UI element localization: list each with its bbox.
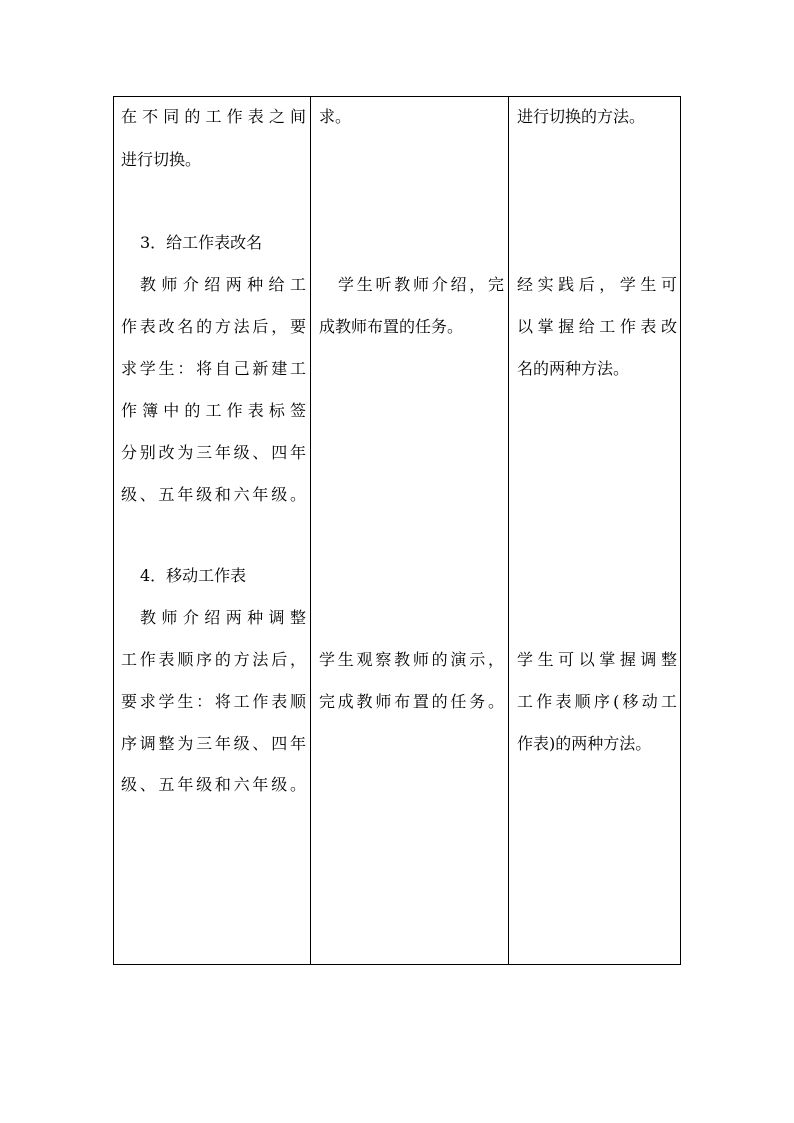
teacher-text-line: 作簿中的工作表标签 xyxy=(121,401,306,420)
student-text-line: 求。 xyxy=(319,107,352,126)
intent-text-line: 学生可以掌握调整 xyxy=(517,650,677,669)
teacher-text-line: 要求学生：将工作表顺 xyxy=(121,692,306,711)
column-divider-2 xyxy=(508,97,509,964)
intent-text-line: 工作表顺序(移动工 xyxy=(517,692,677,711)
teacher-text-line: 序调整为三年级、四年 xyxy=(121,734,306,753)
section-heading-4: 4．移动工作表 xyxy=(140,566,247,585)
lesson-table xyxy=(113,96,681,965)
student-text-line: 完成教师布置的任务。 xyxy=(319,692,504,711)
teacher-text-line: 进行切换。 xyxy=(121,150,202,169)
teacher-text-line: 分别改为三年级、四年 xyxy=(121,443,306,462)
intent-text-line: 作表)的两种方法。 xyxy=(517,734,652,753)
teacher-text-line: 教师介绍两种给工 xyxy=(140,275,306,294)
teacher-text-line: 工作表顺序的方法后， xyxy=(121,650,306,669)
student-text-line: 学生观察教师的演示， xyxy=(319,650,504,669)
intent-text-line: 以掌握给工作表改 xyxy=(517,317,677,336)
teacher-text-line: 在不同的工作表之间 xyxy=(121,107,306,126)
section-heading-3: 3．给工作表改名 xyxy=(140,233,263,252)
student-text-line: 学生听教师介绍，完 xyxy=(338,275,504,294)
teacher-text-line: 教师介绍两种调整 xyxy=(140,608,306,627)
teacher-text-line: 求学生：将自己新建工 xyxy=(121,359,306,378)
column-divider-1 xyxy=(310,97,311,964)
intent-text-line: 进行切换的方法。 xyxy=(517,107,646,126)
teacher-text-line: 级、五年级和六年级。 xyxy=(121,485,306,504)
student-text-line: 成教师布置的任务。 xyxy=(319,317,464,336)
intent-text-line: 经实践后，学生可 xyxy=(517,275,677,294)
teacher-text-line: 作表改名的方法后，要 xyxy=(121,317,306,336)
intent-text-line: 名的两种方法。 xyxy=(517,359,630,378)
teacher-text-line: 级、五年级和六年级。 xyxy=(121,775,306,794)
